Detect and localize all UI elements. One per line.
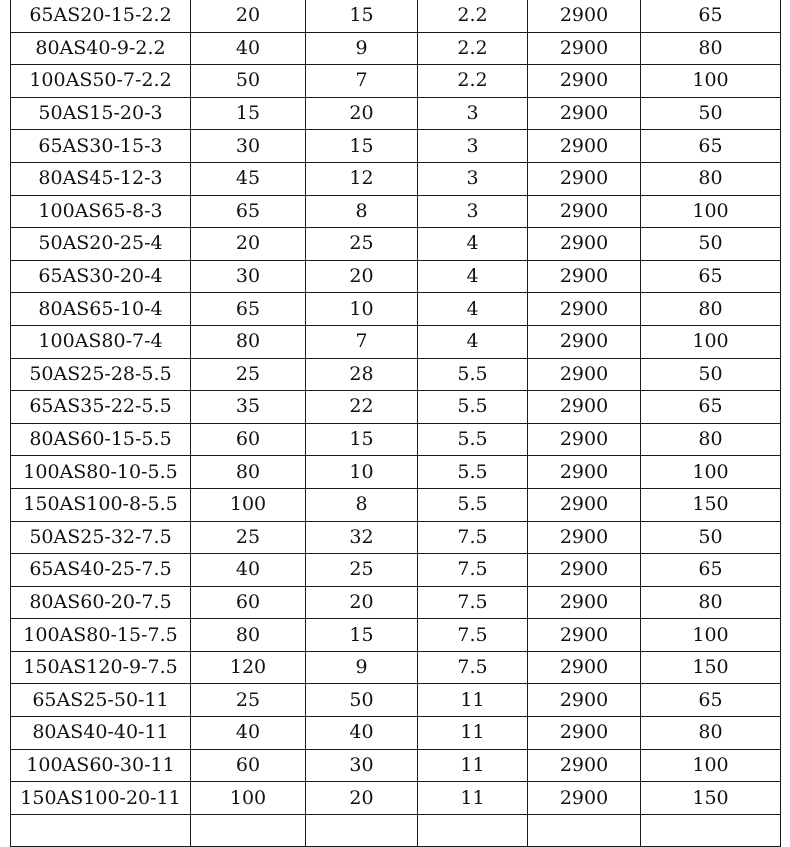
value-cell: 50	[641, 358, 781, 391]
table-row	[11, 717, 781, 750]
value-cell: 80	[191, 619, 306, 652]
value-cell: 50	[306, 684, 418, 717]
value-cell: 2900	[528, 488, 641, 521]
value-cell: 5.5	[418, 423, 528, 456]
table-row	[11, 782, 781, 815]
value-cell: 4	[418, 228, 528, 261]
table-row	[11, 488, 781, 521]
table-row	[11, 619, 781, 652]
model-cell: 50AS20-25-4	[11, 228, 191, 261]
table-row	[11, 456, 781, 489]
value-cell: 30	[191, 260, 306, 293]
value-cell: 100	[191, 782, 306, 815]
value-cell: 3	[418, 97, 528, 130]
value-cell: 60	[191, 749, 306, 782]
value-cell: 50	[641, 521, 781, 554]
value-cell	[528, 814, 641, 847]
value-cell: 2900	[528, 586, 641, 619]
value-cell: 7.5	[418, 521, 528, 554]
value-cell: 65	[191, 195, 306, 228]
value-cell: 35	[191, 391, 306, 424]
table-row	[11, 293, 781, 326]
value-cell: 2.2	[418, 32, 528, 65]
table-row	[11, 391, 781, 424]
table-row	[11, 651, 781, 684]
value-cell: 7.5	[418, 586, 528, 619]
table-row	[11, 358, 781, 391]
value-cell: 12	[306, 162, 418, 195]
value-cell: 7.5	[418, 619, 528, 652]
value-cell: 80	[191, 456, 306, 489]
model-cell: 100AS80-7-4	[11, 325, 191, 358]
pump-spec-table-body	[11, 0, 781, 847]
value-cell: 65	[191, 293, 306, 326]
value-cell: 40	[191, 554, 306, 587]
value-cell: 15	[306, 619, 418, 652]
value-cell: 20	[306, 97, 418, 130]
value-cell: 80	[641, 586, 781, 619]
value-cell: 11	[418, 782, 528, 815]
value-cell: 100	[641, 749, 781, 782]
model-cell: 65AS40-25-7.5	[11, 554, 191, 587]
value-cell: 40	[191, 717, 306, 750]
value-cell: 100	[641, 619, 781, 652]
table-row	[11, 554, 781, 587]
model-cell: 65AS30-15-3	[11, 130, 191, 163]
value-cell: 50	[191, 65, 306, 98]
value-cell: 9	[306, 651, 418, 684]
table-row	[11, 0, 781, 32]
model-cell	[11, 814, 191, 847]
table-row	[11, 228, 781, 261]
pump-spec-table	[10, 0, 781, 847]
value-cell: 15	[306, 423, 418, 456]
table-row	[11, 325, 781, 358]
value-cell: 5.5	[418, 391, 528, 424]
model-cell: 80AS40-40-11	[11, 717, 191, 750]
value-cell: 40	[306, 717, 418, 750]
value-cell: 45	[191, 162, 306, 195]
model-cell: 50AS15-20-3	[11, 97, 191, 130]
model-cell: 100AS80-10-5.5	[11, 456, 191, 489]
value-cell: 65	[641, 0, 781, 32]
value-cell: 100	[191, 488, 306, 521]
value-cell: 2900	[528, 619, 641, 652]
table-row	[11, 749, 781, 782]
value-cell: 2.2	[418, 0, 528, 32]
value-cell: 5.5	[418, 358, 528, 391]
value-cell: 30	[306, 749, 418, 782]
value-cell: 80	[191, 325, 306, 358]
value-cell: 28	[306, 358, 418, 391]
value-cell: 2900	[528, 65, 641, 98]
value-cell: 20	[306, 586, 418, 619]
value-cell: 30	[191, 130, 306, 163]
model-cell: 100AS65-8-3	[11, 195, 191, 228]
value-cell: 40	[191, 32, 306, 65]
table-row	[11, 162, 781, 195]
value-cell: 20	[191, 0, 306, 32]
value-cell: 8	[306, 195, 418, 228]
model-cell: 150AS120-9-7.5	[11, 651, 191, 684]
value-cell: 60	[191, 586, 306, 619]
value-cell: 10	[306, 456, 418, 489]
value-cell: 7.5	[418, 554, 528, 587]
value-cell: 2900	[528, 195, 641, 228]
value-cell: 7	[306, 325, 418, 358]
value-cell: 2.2	[418, 65, 528, 98]
table-row	[11, 32, 781, 65]
value-cell: 20	[306, 260, 418, 293]
table-row	[11, 814, 781, 847]
value-cell: 2900	[528, 782, 641, 815]
value-cell: 100	[641, 65, 781, 98]
value-cell: 80	[641, 717, 781, 750]
table-row	[11, 195, 781, 228]
table-row	[11, 130, 781, 163]
value-cell: 2900	[528, 521, 641, 554]
value-cell: 50	[641, 97, 781, 130]
value-cell: 5.5	[418, 456, 528, 489]
value-cell: 65	[641, 554, 781, 587]
value-cell: 25	[306, 554, 418, 587]
value-cell: 65	[641, 130, 781, 163]
value-cell: 2900	[528, 423, 641, 456]
value-cell: 2900	[528, 651, 641, 684]
model-cell: 150AS100-8-5.5	[11, 488, 191, 521]
value-cell: 100	[641, 195, 781, 228]
table-row	[11, 423, 781, 456]
value-cell: 100	[641, 456, 781, 489]
table-row	[11, 586, 781, 619]
value-cell	[306, 814, 418, 847]
value-cell: 15	[306, 130, 418, 163]
value-cell: 2900	[528, 228, 641, 261]
value-cell: 15	[306, 0, 418, 32]
value-cell: 80	[641, 32, 781, 65]
value-cell: 2900	[528, 97, 641, 130]
table-row	[11, 684, 781, 717]
value-cell: 150	[641, 488, 781, 521]
model-cell: 65AS20-15-2.2	[11, 0, 191, 32]
value-cell: 2900	[528, 260, 641, 293]
value-cell	[418, 814, 528, 847]
value-cell: 2900	[528, 391, 641, 424]
value-cell: 22	[306, 391, 418, 424]
model-cell: 80AS60-15-5.5	[11, 423, 191, 456]
model-cell: 65AS25-50-11	[11, 684, 191, 717]
value-cell: 2900	[528, 358, 641, 391]
model-cell: 80AS60-20-7.5	[11, 586, 191, 619]
value-cell: 80	[641, 293, 781, 326]
value-cell: 3	[418, 195, 528, 228]
value-cell: 15	[191, 97, 306, 130]
value-cell: 10	[306, 293, 418, 326]
value-cell: 120	[191, 651, 306, 684]
value-cell: 5.5	[418, 488, 528, 521]
value-cell: 150	[641, 651, 781, 684]
model-cell: 80AS65-10-4	[11, 293, 191, 326]
value-cell: 11	[418, 717, 528, 750]
value-cell: 25	[191, 521, 306, 554]
value-cell: 2900	[528, 325, 641, 358]
value-cell: 25	[306, 228, 418, 261]
value-cell: 2900	[528, 162, 641, 195]
value-cell: 4	[418, 325, 528, 358]
table-row	[11, 97, 781, 130]
value-cell: 2900	[528, 456, 641, 489]
model-cell: 80AS45-12-3	[11, 162, 191, 195]
value-cell	[641, 814, 781, 847]
model-cell: 65AS35-22-5.5	[11, 391, 191, 424]
model-cell: 100AS60-30-11	[11, 749, 191, 782]
value-cell: 9	[306, 32, 418, 65]
value-cell	[191, 814, 306, 847]
model-cell: 150AS100-20-11	[11, 782, 191, 815]
value-cell: 100	[641, 325, 781, 358]
value-cell: 65	[641, 391, 781, 424]
model-cell: 65AS30-20-4	[11, 260, 191, 293]
value-cell: 11	[418, 749, 528, 782]
value-cell: 50	[641, 228, 781, 261]
value-cell: 32	[306, 521, 418, 554]
value-cell: 2900	[528, 0, 641, 32]
value-cell: 4	[418, 293, 528, 326]
value-cell: 11	[418, 684, 528, 717]
value-cell: 2900	[528, 554, 641, 587]
value-cell: 2900	[528, 717, 641, 750]
value-cell: 4	[418, 260, 528, 293]
value-cell: 3	[418, 162, 528, 195]
value-cell: 2900	[528, 293, 641, 326]
model-cell: 100AS80-15-7.5	[11, 619, 191, 652]
value-cell: 25	[191, 684, 306, 717]
value-cell: 80	[641, 162, 781, 195]
value-cell: 20	[191, 228, 306, 261]
value-cell: 25	[191, 358, 306, 391]
model-cell: 80AS40-9-2.2	[11, 32, 191, 65]
value-cell: 7	[306, 65, 418, 98]
value-cell: 3	[418, 130, 528, 163]
table-row	[11, 65, 781, 98]
value-cell: 2900	[528, 32, 641, 65]
value-cell: 80	[641, 423, 781, 456]
value-cell: 2900	[528, 749, 641, 782]
value-cell: 60	[191, 423, 306, 456]
value-cell: 8	[306, 488, 418, 521]
value-cell: 7.5	[418, 651, 528, 684]
value-cell: 65	[641, 260, 781, 293]
value-cell: 20	[306, 782, 418, 815]
value-cell: 65	[641, 684, 781, 717]
model-cell: 50AS25-28-5.5	[11, 358, 191, 391]
model-cell: 100AS50-7-2.2	[11, 65, 191, 98]
value-cell: 2900	[528, 130, 641, 163]
table-row	[11, 260, 781, 293]
table-row	[11, 521, 781, 554]
value-cell: 2900	[528, 684, 641, 717]
value-cell: 150	[641, 782, 781, 815]
model-cell: 50AS25-32-7.5	[11, 521, 191, 554]
